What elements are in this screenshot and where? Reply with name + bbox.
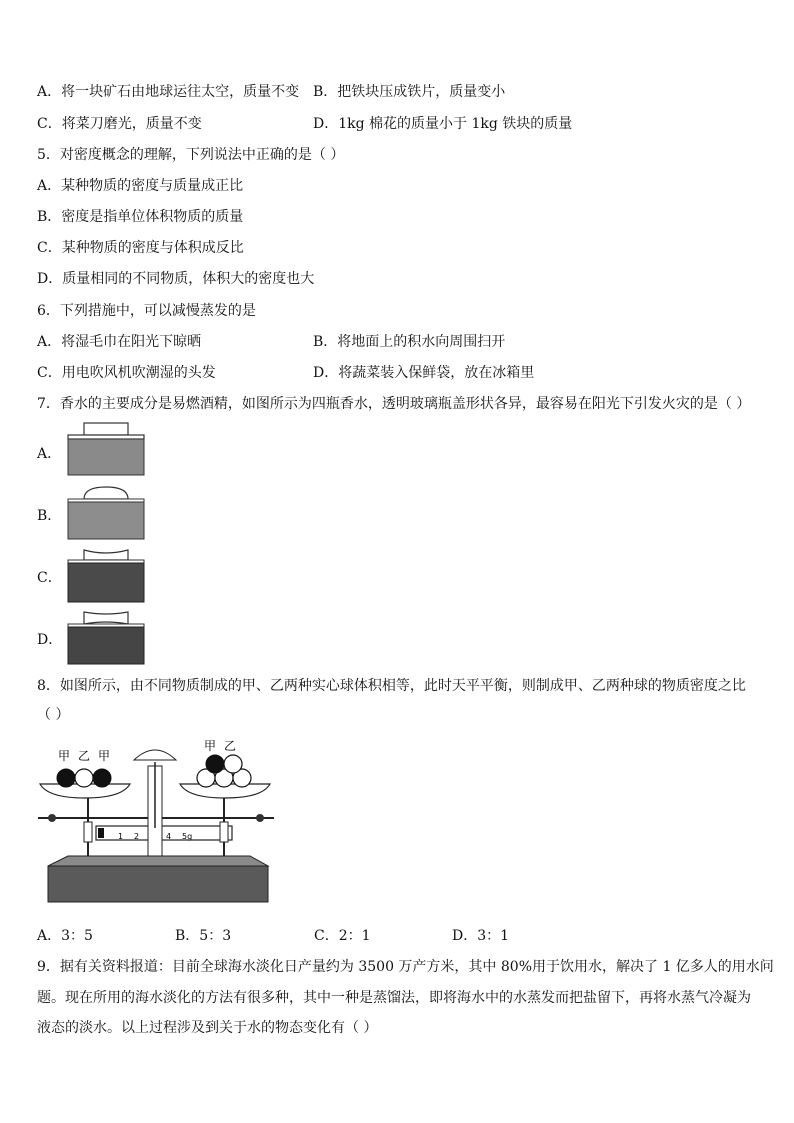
balance-scale-figure xyxy=(38,738,274,908)
perfume-bottle-a-image xyxy=(64,421,148,477)
left-label-yi: 乙 xyxy=(78,749,91,763)
q7-label-c: C． xyxy=(37,570,62,586)
q5-option-d: D．质量相同的不同物质，体积大的密度也大 xyxy=(37,271,315,287)
q5-option-b: B．密度是指单位体积物质的质量 xyxy=(37,209,244,225)
q6-option-b: B．将地面上的积水向周围扫开 xyxy=(313,334,506,350)
scale-tick-4: 4 xyxy=(166,832,172,841)
q7-label-a: A． xyxy=(37,446,62,462)
q9-line-2: 题。现在所用的海水淡化的方法有很多种，其中一种是蒸馏法，即将海水中的水蒸发而把盐留下，再将水蒸气冷凝为 xyxy=(37,990,751,1006)
q7-label-d: D． xyxy=(37,632,63,648)
perfume-bottle-b-image xyxy=(64,483,148,541)
q8-stem: 8．如图所示，由不同物质制成的甲、乙两种实心球体积相等，此时天平平衡，则制成甲、乙两种球的物质密度之比 xyxy=(37,678,746,694)
scale-tick-2: 2 xyxy=(134,832,140,841)
left-label-jia-1: 甲 xyxy=(58,749,71,763)
q8-option-c: C．2：1 xyxy=(314,928,371,944)
q4-option-a: A．将一块矿石由地球运往太空，质量不变 xyxy=(37,84,300,100)
q5-option-a: A．某种物质的密度与质量成正比 xyxy=(37,178,244,194)
perfume-bottle-c-image xyxy=(64,546,148,604)
q4-option-b: B．把铁块压成铁片，质量变小 xyxy=(313,84,506,100)
q8-option-b: B．5：3 xyxy=(175,928,232,944)
q9-line-3: 液态的淡水。以上过程涉及到关于水的物态变化有（ ） xyxy=(37,1020,378,1036)
right-label-jia: 甲 xyxy=(204,739,217,753)
q7-stem: 7．香水的主要成分是易燃酒精，如图所示为四瓶香水，透明玻璃瓶盖形状各异，最容易在阳光下引发火灾的是（ ） xyxy=(37,396,751,412)
q6-stem: 6．下列措施中，可以减慢蒸发的是 xyxy=(37,303,256,319)
q4-option-c: C．将菜刀磨光，质量不变 xyxy=(37,116,202,132)
q4-option-d: D．1kg 棉花的质量小于 1kg 铁块的质量 xyxy=(313,116,573,132)
scale-tick-1: 1 xyxy=(118,832,124,841)
scale-tick-5: 5g xyxy=(182,832,193,841)
left-label-jia-2: 甲 xyxy=(98,749,111,763)
q8-stem-bracket: （ ） xyxy=(37,707,70,723)
right-label-yi: 乙 xyxy=(224,739,237,753)
q5-stem: 5．对密度概念的理解，下列说法中正确的是（ ） xyxy=(37,147,345,163)
q9-line-1: 9．据有关资料报道：目前全球海水淡化日产量约为 3500 万产方米，其中 80%用于饮用水，解决了 1 亿多人的用水问 xyxy=(37,959,774,975)
q8-option-a: A．3：5 xyxy=(37,928,93,944)
q6-option-d: D．将蔬菜装入保鲜袋，放在冰箱里 xyxy=(313,365,535,381)
q5-option-c: C．某种物质的密度与体积成反比 xyxy=(37,240,244,256)
q6-option-a: A．将湿毛巾在阳光下晾晒 xyxy=(37,334,202,350)
q6-option-c: C．用电吹风机吹潮湿的头发 xyxy=(37,365,216,381)
q8-option-d: D．3：1 xyxy=(452,928,510,944)
perfume-bottle-d-image xyxy=(64,608,148,666)
q7-label-b: B． xyxy=(37,508,62,524)
